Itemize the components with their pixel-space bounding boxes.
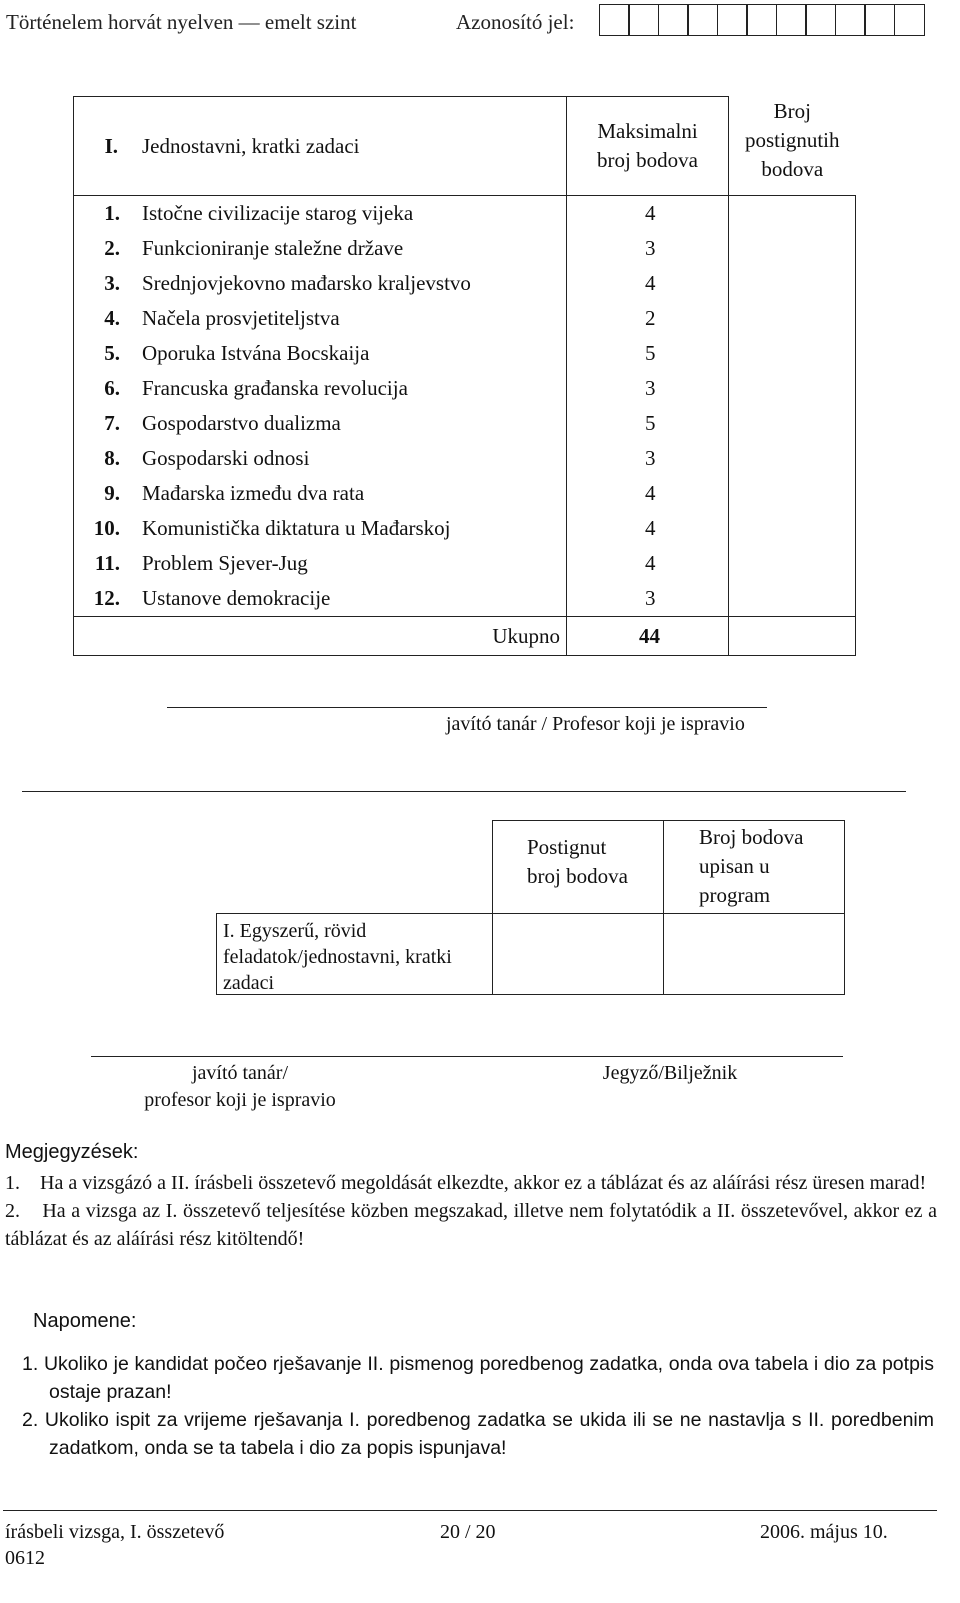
score-table [73,96,856,656]
item-number: 4. [74,301,129,336]
item-max-points: 3 [567,371,729,406]
document-header-title: Történelem horvát nyelven — emelt szint [6,10,357,34]
total-value: 44 [567,617,729,656]
section-number: I. [74,97,129,196]
note-hr-1: 1. Ukoliko je kandidat počeo rješavanje II. pismenog poredbenog zadatka, onda ova tabela i dio za potpis ostaje prazan! [22,1353,934,1403]
score-table-row [74,546,856,581]
score-table-row [74,441,856,476]
signature-1-caption: javító tanár / Profesor koji je ispravio [446,713,745,735]
achieved-points-header-line2: postignutih [744,127,840,152]
item-max-points: 4 [567,266,729,301]
signature-line-1 [167,707,767,708]
item-name: Funkcioniranje staležne države [142,236,404,260]
candidate-id-label: Azonosító jel: [456,10,575,34]
score-table-row [74,581,856,617]
candidate-id-box[interactable] [805,4,836,36]
item-max-points: 4 [567,476,729,511]
max-points-header-line2: broj bodova [597,148,698,172]
notes-hr-heading: Napomene: [33,1310,137,1332]
item-name: Ustanove demokracije [142,586,331,610]
note-hu-1 [5,1169,937,1197]
score-table-header [74,97,856,196]
item-achieved-points-cell[interactable] [729,266,856,301]
entered-points-col-line1: Broj bodova [699,825,804,849]
note-hu-2-num: 2. [5,1200,20,1222]
separator-line [22,791,906,792]
entered-points-column-header [663,820,845,914]
item-number: 2. [74,231,129,266]
achieved-points-col-line1: Postignut [527,835,607,859]
item-achieved-points-cell[interactable] [729,476,856,511]
score-table-row [74,301,856,336]
item-achieved-points-cell[interactable] [729,406,856,441]
score-table-row [74,371,856,406]
item-number: 8. [74,441,129,476]
item-achieved-points-cell[interactable] [729,231,856,266]
item-name: Gospodarski odnosi [142,446,310,470]
score-table-row [74,476,856,511]
note-hu-2 [5,1197,937,1253]
note-hr-2: 2. Ukoliko ispit za vrijeme rješavanja I. poredbenog zadatka se ukida ili se ne nastavlja s II. poredbenim zadatkom, onda se ta tabela i dio za popis ispunjava! [22,1409,934,1459]
footer-code: 0612 [5,1547,45,1569]
candidate-id-box[interactable] [894,4,925,36]
item-number: 1. [74,196,129,232]
total-row [74,617,856,656]
item-number: 9. [74,476,129,511]
signature-line-2 [91,1056,843,1057]
achieved-points-header [729,97,856,196]
footer-rule [3,1510,937,1511]
achieved-points-header-line3: bodova [761,156,824,181]
candidate-id-box[interactable] [746,4,777,36]
item-number: 12. [74,581,129,617]
item-name: Istočne civilizacije starog vijeka [142,201,414,225]
item-max-points: 4 [567,546,729,581]
item-achieved-points-cell[interactable] [729,581,856,617]
signature-2-teacher-line1: javító tanár/ [191,1062,289,1084]
item-max-points: 3 [567,581,729,617]
score-table-row [74,336,856,371]
item-achieved-points-cell[interactable] [729,511,856,546]
notes-hu-heading: Megjegyzések: [5,1141,139,1163]
item-name: Francuska građanska revolucija [142,376,408,400]
item-achieved-points-cell[interactable] [729,301,856,336]
item-number: 7. [74,406,129,441]
entered-points-cell[interactable] [663,913,845,995]
item-number: 6. [74,371,129,406]
item-number: 11. [74,546,129,581]
candidate-id-box[interactable] [628,4,659,36]
section-title: Jednostavni, kratki zadaci [128,97,567,196]
entered-points-col-line2: upisan u [699,854,770,878]
candidate-id-box[interactable] [835,4,866,36]
item-achieved-points-cell[interactable] [729,371,856,406]
candidate-id-box[interactable] [687,4,718,36]
signature-2-teacher [100,1060,380,1114]
score-table-row [74,231,856,266]
item-name: Gospodarstvo dualizma [142,411,341,435]
candidate-id-box[interactable] [717,4,748,36]
max-points-header [567,97,729,196]
item-name: Problem Sjever-Jug [142,551,308,575]
score-table-row [74,196,856,232]
achieved-points-cell[interactable] [492,913,664,995]
candidate-id-box[interactable] [658,4,689,36]
item-max-points: 3 [567,231,729,266]
candidate-id-box[interactable] [599,4,630,36]
item-max-points: 5 [567,336,729,371]
item-max-points: 4 [567,196,729,232]
item-achieved-points-cell[interactable] [729,336,856,371]
item-max-points: 5 [567,406,729,441]
footer-date: 2006. május 10. [760,1521,888,1543]
item-name: Načela prosvjetiteljstva [142,306,340,330]
max-points-header-line1: Maksimalni [597,119,698,143]
signature-2-notary: Jegyző/Bilježnik [602,1062,738,1084]
note-hu-1-num: 1. [5,1172,20,1194]
footer-exam-name: írásbeli vizsga, I. összetevő [5,1521,225,1543]
item-max-points: 2 [567,301,729,336]
item-name: Oporuka Istvána Bocskaija [142,341,370,365]
notes-hr [22,1350,934,1462]
score-table-row [74,406,856,441]
item-name: Mađarska između dva rata [142,481,365,505]
item-achieved-points-cell[interactable] [729,441,856,476]
footer-page-number: 20 / 20 [440,1521,496,1543]
item-achieved-points-cell[interactable] [729,546,856,581]
item-number: 5. [74,336,129,371]
notes-hu [5,1169,937,1253]
item-name: Komunistička diktatura u Mađarskoj [142,516,451,540]
candidate-id-box[interactable] [776,4,807,36]
score-table-row [74,511,856,546]
item-name: Srednjovjekovno mađarsko kraljevstvo [142,271,471,295]
candidate-id-boxes [600,4,925,36]
item-achieved-points-cell[interactable] [729,196,856,232]
achieved-points-col-line2: broj bodova [527,864,628,888]
score-table-row [74,266,856,301]
small-table-row-label: I. Egyszerű, rövid feladatok/jednostavni, kratki zadaci [216,913,493,995]
item-number: 10. [74,511,129,546]
signature-2-teacher-line2: profesor koji je ispravio [144,1089,336,1111]
item-number: 3. [74,266,129,301]
total-achieved-cell[interactable] [729,617,856,656]
candidate-id-box[interactable] [864,4,895,36]
total-label: Ukupno [74,617,567,656]
achieved-points-column-header [492,820,664,914]
achieved-points-header-line1: Broj [773,98,811,123]
item-max-points: 4 [567,511,729,546]
entered-points-col-line3: program [699,883,771,907]
note-hu-2-text: Ha a vizsga az I. összetevő teljesítése közben megszakad, illetve nem folytatódik a II. összetevővel, akkor ez a táblázat és az aláírási rész kitöltendő! [5,1200,938,1250]
item-max-points: 3 [567,441,729,476]
note-hu-1-text: Ha a vizsgázó a II. írásbeli összetevő megoldását elkezdte, akkor ez a táblázat és az aláírási rész üresen marad! [40,1172,927,1194]
